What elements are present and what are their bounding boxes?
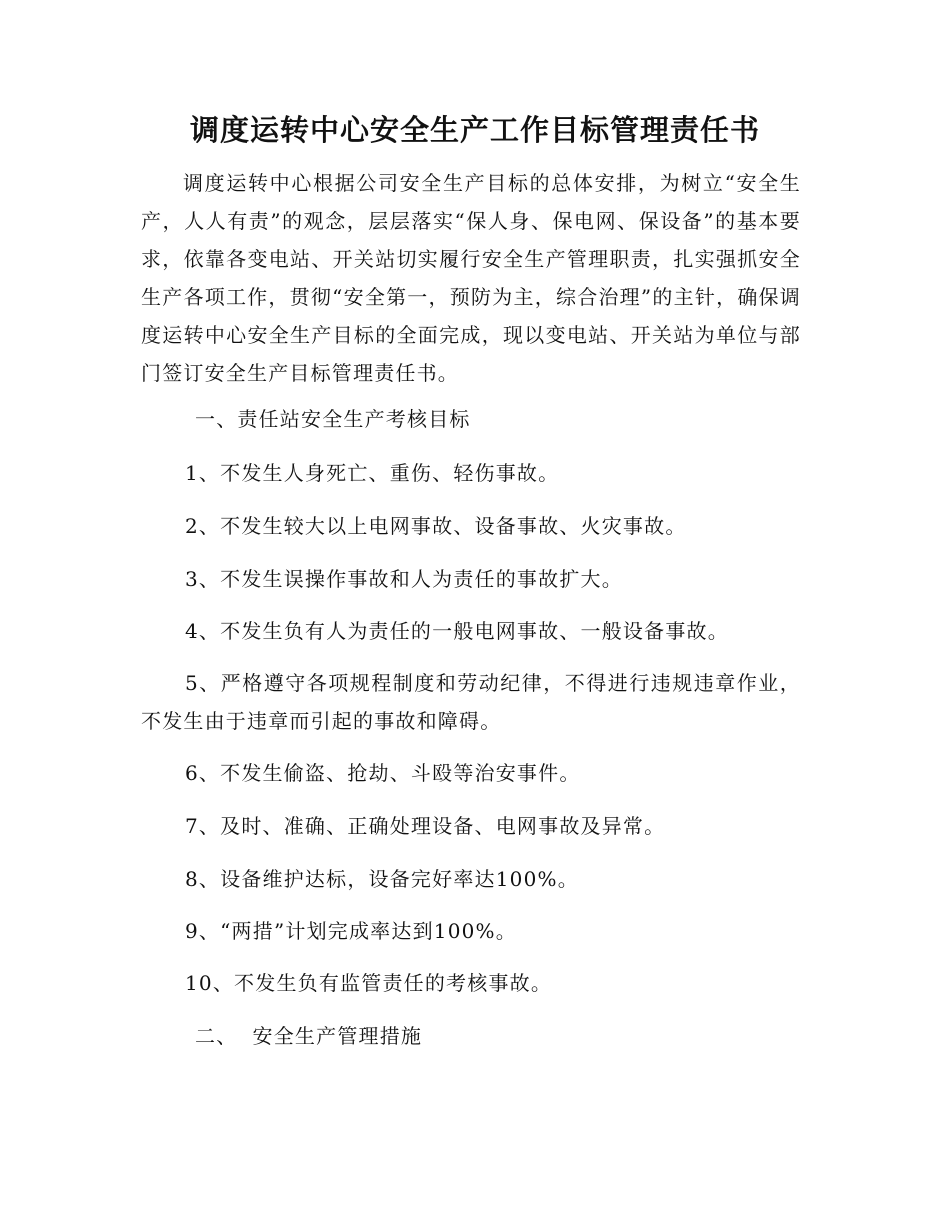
list-item: 8、设备维护达标，设备完好率达100%。 xyxy=(185,867,579,891)
list-item: 4、不发生负有人为责任的一般电网事故、一般设备事故。 xyxy=(185,619,729,643)
list-item: 5、严格遵守各项规程制度和劳动纪律，不得进行违规违章作业，不发生由于违章而引起的事故和障碍。 xyxy=(141,671,801,733)
section-2-heading: 二、 安全生产管理措施 xyxy=(195,1024,423,1048)
list-item: 6、不发生偷盗、抢劫、斗殴等治安事件。 xyxy=(185,761,581,785)
list-item: 3、不发生误操作事故和人为责任的事故扩大。 xyxy=(185,567,623,591)
section-1-heading: 一、责任站安全生产考核目标 xyxy=(195,407,471,431)
list-item: 10、不发生负有监管责任的考核事故。 xyxy=(185,971,553,995)
intro-paragraph: 调度运转中心根据公司安全生产目标的总体安排，为树立“安全生产，人人有责”的观念，层层落实“保人身、保电网、保设备”的基本要求，依靠各变电站、开关站切实履行安全生产管理职责，扎实强抓安全生产各项工作，贯彻“安全第一，预防为主，综合治理”的主针，确保调度运转中心安全生产目标的全面完成，现以变电站、开关站为单位与部门签订安全生产目标管理责任书。 xyxy=(141,171,801,385)
list-item: 7、及时、准确、正确处理设备、电网事故及异常。 xyxy=(185,814,666,838)
list-item: 9、“两措”计划完成率达到100%。 xyxy=(185,919,517,943)
list-item: 1、不发生人身死亡、重伤、轻伤事故。 xyxy=(185,461,560,485)
document-title: 调度运转中心安全生产工作目标管理责任书 xyxy=(189,113,760,147)
list-item: 2、不发生较大以上电网事故、设备事故、火灾事故。 xyxy=(185,514,687,538)
